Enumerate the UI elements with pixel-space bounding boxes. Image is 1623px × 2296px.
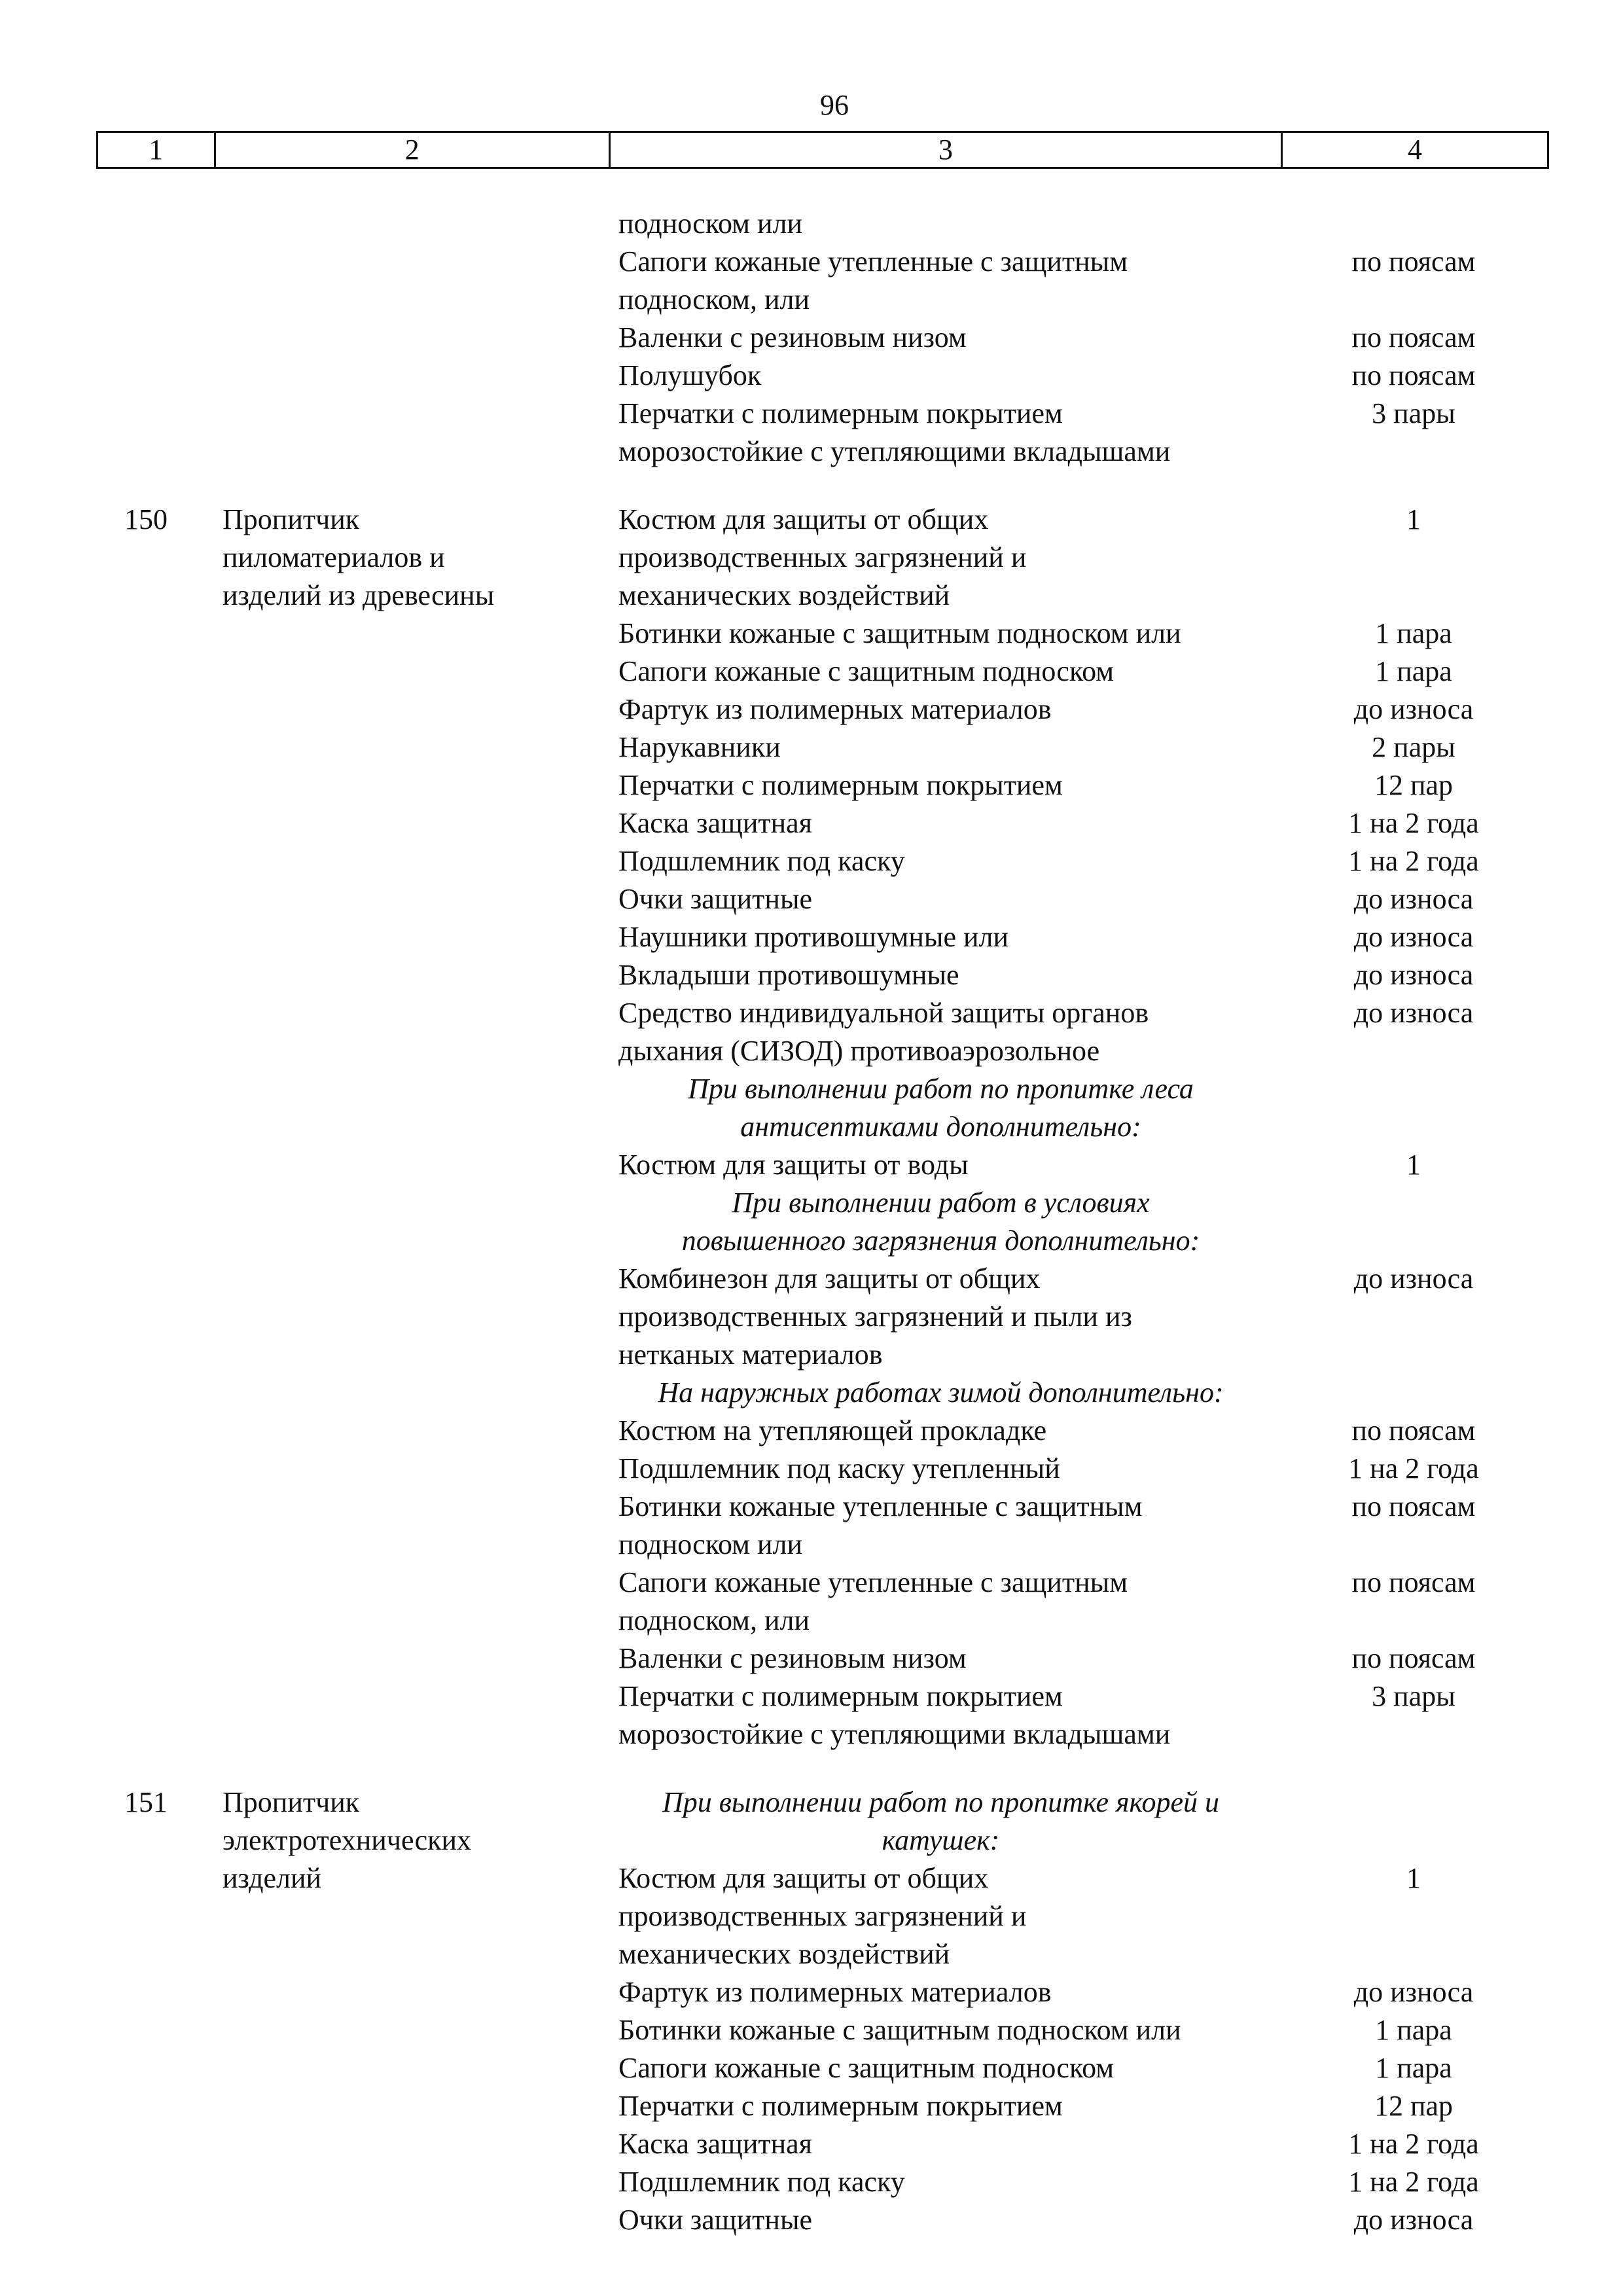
- issue-norm: 12 пар: [1374, 2090, 1454, 2122]
- ppe-item-line: Валенки с резиновым низом: [618, 321, 967, 353]
- ppe-item-line: производственных загрязнений и: [618, 541, 1027, 573]
- ppe-item-line: морозостойкие с утепляющими вкладышами: [618, 435, 1171, 467]
- ppe-item-line: Костюм для защиты от общих: [618, 1862, 989, 1894]
- issue-norm: по поясам: [1351, 1642, 1476, 1674]
- condition-note: антисептиками дополнительно:: [740, 1111, 1141, 1143]
- condition-note: При выполнении работ в условиях: [732, 1187, 1150, 1219]
- ppe-item-line: подноском или: [618, 1528, 803, 1560]
- ppe-item-line: Сапоги кожаные утепленные с защитным: [618, 1566, 1128, 1598]
- ppe-item-line: Ботинки кожаные утепленные с защитным: [618, 1490, 1143, 1522]
- issue-norm: 1 на 2 года: [1348, 807, 1479, 839]
- ppe-item-line: Костюм на утепляющей прокладке: [618, 1414, 1047, 1446]
- ppe-item-line: подноском или: [618, 207, 803, 240]
- issue-norm: 1 на 2 года: [1348, 1452, 1479, 1484]
- issue-norm: 2 пары: [1372, 731, 1455, 763]
- condition-note: На наружных работах зимой дополнительно:: [658, 1376, 1224, 1408]
- issue-norm: по поясам: [1351, 1490, 1476, 1522]
- issue-norm: до износа: [1353, 693, 1474, 725]
- ppe-item-line: производственных загрязнений и: [618, 1900, 1027, 1932]
- ppe-item-line: Наушники противошумные или: [618, 921, 1009, 953]
- issue-norm: 1: [1406, 503, 1421, 535]
- issue-norm: 1 пара: [1375, 617, 1452, 649]
- row-number: 150: [124, 503, 168, 535]
- ppe-item-line: дыхания (СИЗОД) противоаэрозольное: [618, 1035, 1100, 1067]
- profession-name: пиломатериалов и: [223, 541, 445, 573]
- issue-norm: до износа: [1353, 1976, 1474, 2008]
- ppe-item-line: Валенки с резиновым низом: [618, 1642, 967, 1674]
- profession-name: Пропитчик: [223, 503, 360, 535]
- condition-note: При выполнении работ по пропитке леса: [688, 1073, 1194, 1105]
- ppe-item-line: Средство индивидуальной защиты органов: [618, 997, 1149, 1029]
- issue-norm: до износа: [1353, 883, 1474, 915]
- issue-norm: по поясам: [1351, 321, 1476, 353]
- issue-norm: 1 пара: [1375, 655, 1452, 687]
- issue-norm: 1: [1406, 1149, 1421, 1181]
- table-header-row: [96, 131, 1549, 169]
- ppe-item-line: Очки защитные: [618, 883, 813, 915]
- issue-norm: по поясам: [1351, 1566, 1476, 1598]
- column-header-1: 1: [98, 133, 216, 167]
- issue-norm: до износа: [1353, 2204, 1474, 2236]
- row-number: 151: [124, 1786, 168, 1818]
- ppe-item-line: Подшлемник под каску утепленный: [618, 1452, 1060, 1484]
- condition-note: повышенного загрязнения дополнительно:: [681, 1225, 1200, 1257]
- issue-norm: по поясам: [1351, 1414, 1476, 1446]
- condition-note: При выполнении работ по пропитке якорей и: [662, 1786, 1219, 1818]
- ppe-item-line: Подшлемник под каску: [618, 845, 905, 877]
- ppe-item-line: Перчатки с полимерным покрытием: [618, 397, 1063, 429]
- ppe-item-line: механических воздействий: [618, 1938, 950, 1970]
- issue-norm: 12 пар: [1374, 769, 1454, 801]
- issue-norm: до износа: [1353, 921, 1474, 953]
- ppe-item-line: Фартук из полимерных материалов: [618, 693, 1052, 725]
- issue-norm: до износа: [1353, 1263, 1474, 1295]
- column-header-3: 3: [611, 133, 1283, 167]
- ppe-item-line: подноском, или: [618, 283, 810, 315]
- ppe-item-line: Перчатки с полимерным покрытием: [618, 2090, 1063, 2122]
- issue-norm: 1 на 2 года: [1348, 2128, 1479, 2160]
- issue-norm: 1 пара: [1375, 2052, 1452, 2084]
- ppe-item-line: Костюм для защиты от воды: [618, 1149, 969, 1181]
- ppe-item-line: Полушубок: [618, 359, 762, 391]
- issue-norm: 1: [1406, 1862, 1421, 1894]
- ppe-item-line: Сапоги кожаные с защитным подноском: [618, 2052, 1115, 2084]
- issue-norm: 3 пары: [1372, 397, 1455, 429]
- issue-norm: до износа: [1353, 997, 1474, 1029]
- ppe-item-line: Ботинки кожаные с защитным подноском или: [618, 2014, 1181, 2046]
- ppe-item-line: производственных загрязнений и пыли из: [618, 1300, 1132, 1333]
- ppe-item-line: Сапоги кожаные с защитным подноском: [618, 655, 1115, 687]
- ppe-item-line: нетканых материалов: [618, 1338, 883, 1371]
- page-number: 96: [820, 89, 849, 121]
- profession-name: изделий из древесины: [223, 579, 495, 611]
- ppe-item-line: Перчатки с полимерным покрытием: [618, 1680, 1063, 1712]
- ppe-item-line: Каска защитная: [618, 807, 812, 839]
- ppe-item-line: морозостойкие с утепляющими вкладышами: [618, 1718, 1171, 1750]
- issue-norm: 1 пара: [1375, 2014, 1452, 2046]
- issue-norm: 3 пары: [1372, 1680, 1455, 1712]
- condition-note: катушек:: [882, 1824, 1000, 1856]
- ppe-item-line: Комбинезон для защиты от общих: [618, 1263, 1041, 1295]
- ppe-item-line: Костюм для защиты от общих: [618, 503, 989, 535]
- ppe-item-line: Каска защитная: [618, 2128, 812, 2160]
- issue-norm: до износа: [1353, 959, 1474, 991]
- ppe-item-line: механических воздействий: [618, 579, 950, 611]
- issue-norm: по поясам: [1351, 245, 1476, 278]
- ppe-item-line: Вкладыши противошумные: [618, 959, 959, 991]
- profession-name: Пропитчик: [223, 1786, 360, 1818]
- ppe-item-line: Ботинки кожаные с защитным подноском или: [618, 617, 1181, 649]
- ppe-item-line: подноском, или: [618, 1604, 810, 1636]
- ppe-item-line: Подшлемник под каску: [618, 2166, 905, 2198]
- column-header-4: 4: [1408, 134, 1423, 166]
- issue-norm: 1 на 2 года: [1348, 2166, 1479, 2198]
- ppe-item-line: Нарукавники: [618, 731, 781, 763]
- issue-norm: по поясам: [1351, 359, 1476, 391]
- profession-name: электротехнических: [223, 1824, 472, 1856]
- issue-norm: 1 на 2 года: [1348, 845, 1479, 877]
- ppe-item-line: Перчатки с полимерным покрытием: [618, 769, 1063, 801]
- profession-name: изделий: [223, 1862, 322, 1894]
- column-header-2: 2: [216, 133, 611, 167]
- ppe-item-line: Фартук из полимерных материалов: [618, 1976, 1052, 2008]
- ppe-item-line: Очки защитные: [618, 2204, 813, 2236]
- ppe-item-line: Сапоги кожаные утепленные с защитным: [618, 245, 1128, 278]
